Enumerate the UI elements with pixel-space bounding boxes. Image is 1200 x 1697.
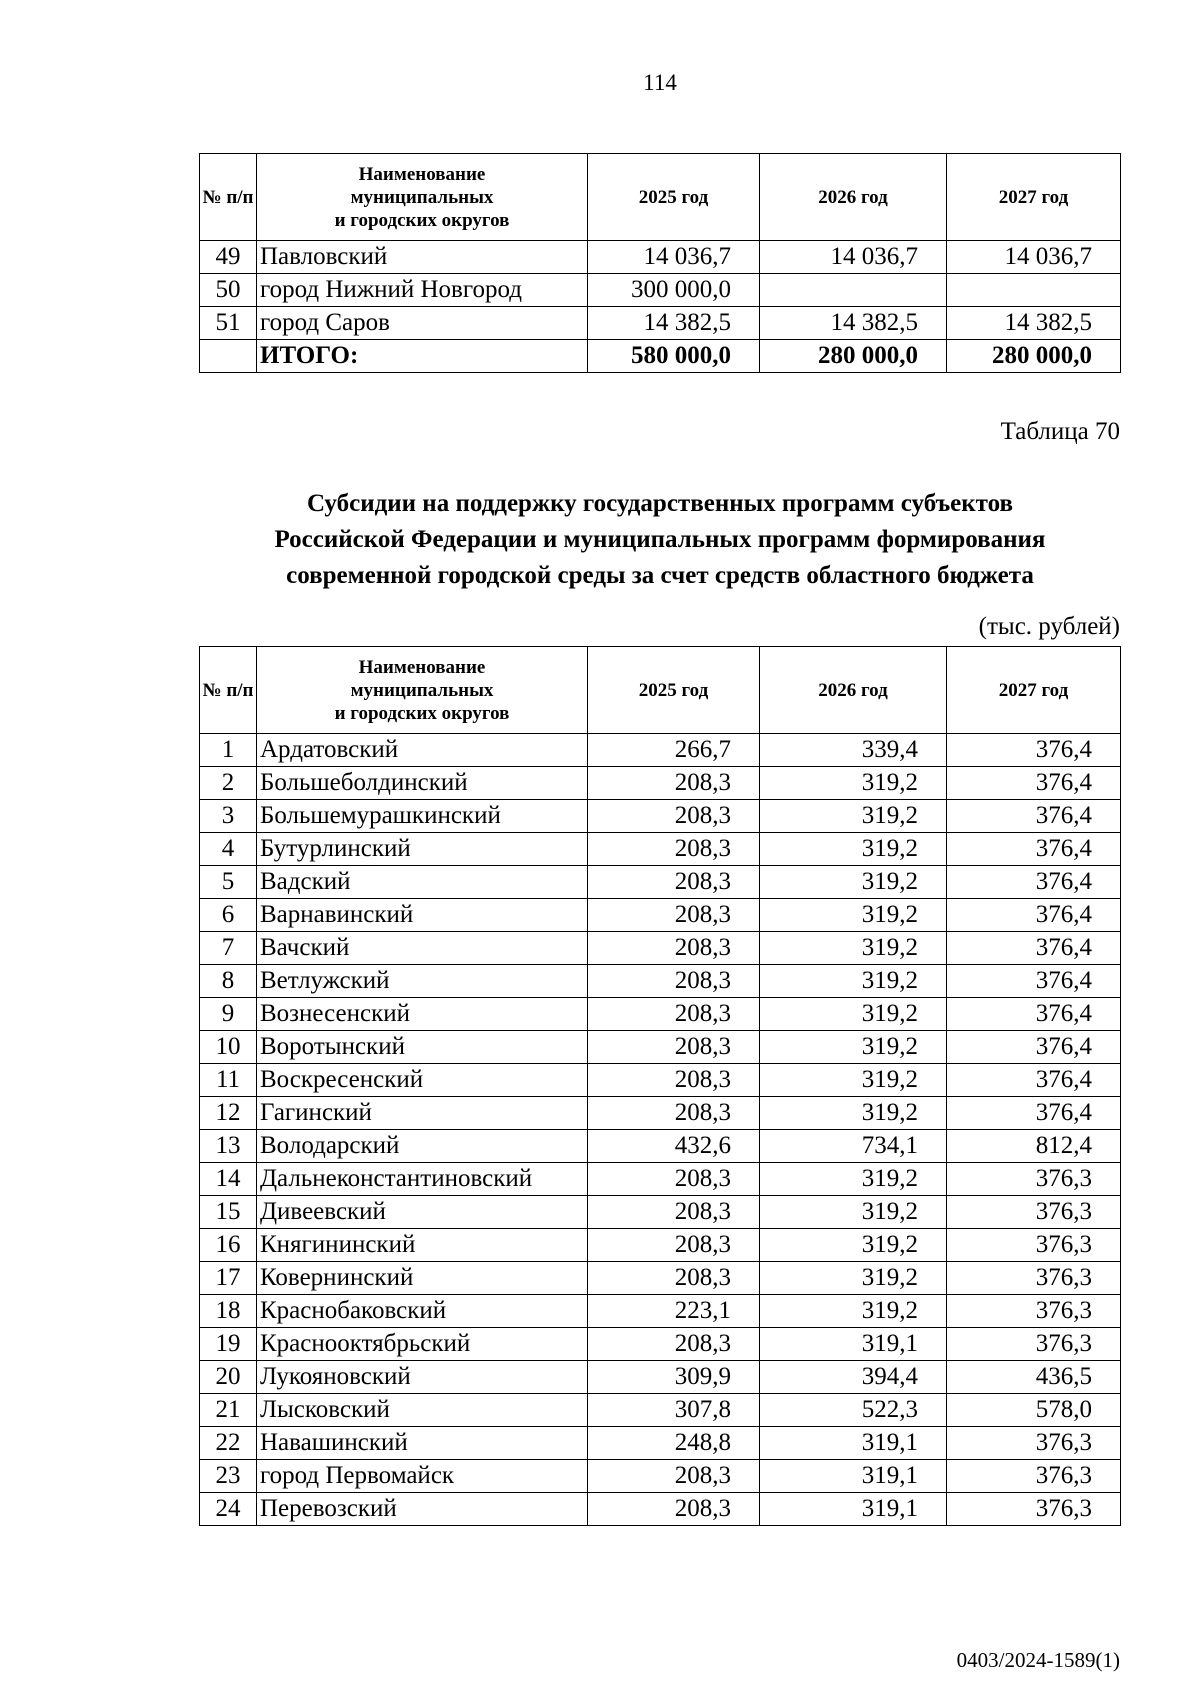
table-header-row xyxy=(200,647,1121,734)
row-value-2025: 432,6 xyxy=(588,1130,760,1163)
table-row xyxy=(200,274,1121,307)
row-name: Вадский xyxy=(257,866,588,899)
row-name: Ардатовский xyxy=(257,734,588,767)
table-row xyxy=(200,241,1121,274)
row-value-2025: 208,3 xyxy=(588,998,760,1031)
row-number: 20 xyxy=(200,1361,257,1394)
page-number: 114 xyxy=(643,70,677,95)
table-row xyxy=(200,1196,1121,1229)
row-value-2026: 319,2 xyxy=(760,767,947,800)
table-row xyxy=(200,866,1121,899)
row-value-2027: 376,3 xyxy=(947,1427,1121,1460)
row-value-2025: 208,3 xyxy=(588,866,760,899)
row-number: 7 xyxy=(200,932,257,965)
row-value-2027: 376,4 xyxy=(947,998,1121,1031)
row-value-2026: 522,3 xyxy=(760,1394,947,1427)
row-value-2025: 208,3 xyxy=(588,1460,760,1493)
table-row xyxy=(200,1262,1121,1295)
row-name: город Первомайск xyxy=(257,1460,588,1493)
row-number: 21 xyxy=(200,1394,257,1427)
header-no: № п/п xyxy=(200,154,257,241)
header-2027: 2027 год xyxy=(947,154,1121,241)
row-name: Княгининский xyxy=(257,1229,588,1262)
row-value-2026: 319,2 xyxy=(760,965,947,998)
row-value-2027: 376,3 xyxy=(947,1163,1121,1196)
row-name: Лысковский xyxy=(257,1394,588,1427)
header-name xyxy=(257,647,588,734)
row-name: Дальнеконстантиновский xyxy=(257,1163,588,1196)
row-number: 24 xyxy=(200,1493,257,1526)
row-value-2026: 394,4 xyxy=(760,1361,947,1394)
header-name-line3: и городских округов xyxy=(334,209,510,231)
row-number: 18 xyxy=(200,1295,257,1328)
row-name: Дивеевский xyxy=(257,1196,588,1229)
table-70 xyxy=(199,646,1121,1526)
row-value-2027: 376,4 xyxy=(947,734,1121,767)
row-value-2027: 376,4 xyxy=(947,833,1121,866)
header-name-line1: Наименование xyxy=(358,656,486,678)
table-row xyxy=(200,998,1121,1031)
row-number: 22 xyxy=(200,1427,257,1460)
row-value-2027 xyxy=(947,274,1121,307)
row-value-2025: 208,3 xyxy=(588,1097,760,1130)
table-title-line1: Субсидии на поддержку государственных программ субъектов xyxy=(307,490,1013,517)
row-number: 11 xyxy=(200,1064,257,1097)
row-value-2026: 14 036,7 xyxy=(760,241,947,274)
table-row xyxy=(200,1394,1121,1427)
header-2027: 2027 год xyxy=(947,647,1121,734)
units-label: (тыс. рублей) xyxy=(978,613,1120,640)
row-value-2027: 376,4 xyxy=(947,767,1121,800)
table-row xyxy=(200,1163,1121,1196)
row-value-2027: 376,4 xyxy=(947,866,1121,899)
row-name: Лукояновский xyxy=(257,1361,588,1394)
row-number: 1 xyxy=(200,734,257,767)
row-number: 3 xyxy=(200,800,257,833)
row-value-2025: 208,3 xyxy=(588,1064,760,1097)
row-value-2026: 319,2 xyxy=(760,1064,947,1097)
table-row xyxy=(200,1427,1121,1460)
row-value-2025: 208,3 xyxy=(588,1229,760,1262)
table-header-row xyxy=(200,154,1121,241)
row-value-2026: 319,2 xyxy=(760,998,947,1031)
row-value-2027: 376,3 xyxy=(947,1493,1121,1526)
table-row xyxy=(200,965,1121,998)
table-row xyxy=(200,1229,1121,1262)
row-name: Краснобаковский xyxy=(257,1295,588,1328)
document-code: 0403/2024-1589(1) xyxy=(956,1648,1120,1672)
row-name: Навашинский xyxy=(257,1427,588,1460)
row-value-2025: 208,3 xyxy=(588,1031,760,1064)
row-number: 13 xyxy=(200,1130,257,1163)
table-row xyxy=(200,1031,1121,1064)
table-row xyxy=(200,833,1121,866)
row-value-2026: 319,2 xyxy=(760,1262,947,1295)
row-value-2026: 14 382,5 xyxy=(760,307,947,340)
table-row xyxy=(200,767,1121,800)
row-value-2027: 376,3 xyxy=(947,1295,1121,1328)
row-value-2027: 578,0 xyxy=(947,1394,1121,1427)
row-number: 50 xyxy=(200,274,257,307)
row-value-2026: 339,4 xyxy=(760,734,947,767)
row-value-2026: 319,1 xyxy=(760,1460,947,1493)
row-value-2027: 376,3 xyxy=(947,1328,1121,1361)
table-row xyxy=(200,899,1121,932)
row-name: Павловский xyxy=(257,241,588,274)
total-value-2026: 280 000,0 xyxy=(760,340,947,373)
row-name: Варнавинский xyxy=(257,899,588,932)
row-number: 14 xyxy=(200,1163,257,1196)
row-value-2027: 376,3 xyxy=(947,1262,1121,1295)
row-value-2026: 319,2 xyxy=(760,866,947,899)
row-value-2027: 376,4 xyxy=(947,1097,1121,1130)
row-number: 19 xyxy=(200,1328,257,1361)
table-title-line2: Российской Федерации и муниципальных программ формирования xyxy=(274,526,1046,553)
row-value-2026: 319,2 xyxy=(760,1196,947,1229)
row-value-2025: 208,3 xyxy=(588,1196,760,1229)
row-value-2027: 376,3 xyxy=(947,1460,1121,1493)
row-value-2025: 223,1 xyxy=(588,1295,760,1328)
table-row xyxy=(200,1460,1121,1493)
table-row xyxy=(200,800,1121,833)
row-number: 9 xyxy=(200,998,257,1031)
row-value-2026: 319,2 xyxy=(760,1229,947,1262)
row-value-2027: 376,4 xyxy=(947,932,1121,965)
row-value-2026: 319,2 xyxy=(760,899,947,932)
row-number: 51 xyxy=(200,307,257,340)
row-name: Гагинский xyxy=(257,1097,588,1130)
header-name-line3: и городских округов xyxy=(334,702,510,724)
table-title-line3: современной городской среды за счет средств областного бюджета xyxy=(286,562,1034,589)
row-value-2025: 309,9 xyxy=(588,1361,760,1394)
row-name: Ветлужский xyxy=(257,965,588,998)
row-value-2025: 266,7 xyxy=(588,734,760,767)
row-value-2026: 319,2 xyxy=(760,833,947,866)
row-name: Володарский xyxy=(257,1130,588,1163)
header-no: № п/п xyxy=(200,647,257,734)
row-number: 12 xyxy=(200,1097,257,1130)
table-title xyxy=(160,486,1160,594)
row-value-2025: 208,3 xyxy=(588,1493,760,1526)
header-name-line2: муниципальных xyxy=(350,186,494,208)
row-value-2027: 376,3 xyxy=(947,1196,1121,1229)
total-label: ИТОГО: xyxy=(257,340,588,373)
row-value-2025: 208,3 xyxy=(588,899,760,932)
table-row xyxy=(200,307,1121,340)
row-number: 17 xyxy=(200,1262,257,1295)
row-name: Бутурлинский xyxy=(257,833,588,866)
row-value-2025: 208,3 xyxy=(588,800,760,833)
row-value-2025: 208,3 xyxy=(588,833,760,866)
row-value-2025: 14 382,5 xyxy=(588,307,760,340)
row-value-2027: 812,4 xyxy=(947,1130,1121,1163)
total-value-2027: 280 000,0 xyxy=(947,340,1121,373)
row-value-2026: 734,1 xyxy=(760,1130,947,1163)
header-2026: 2026 год xyxy=(760,154,947,241)
row-value-2027: 376,4 xyxy=(947,800,1121,833)
row-value-2025: 300 000,0 xyxy=(588,274,760,307)
table-row xyxy=(200,932,1121,965)
row-value-2027: 14 036,7 xyxy=(947,241,1121,274)
table-label: Таблица 70 xyxy=(1000,418,1120,445)
row-name: город Саров xyxy=(257,307,588,340)
row-name: Большемурашкинский xyxy=(257,800,588,833)
row-name: Краснооктябрьский xyxy=(257,1328,588,1361)
row-value-2027: 376,3 xyxy=(947,1229,1121,1262)
row-value-2026: 319,2 xyxy=(760,1097,947,1130)
row-name: Воскресенский xyxy=(257,1064,588,1097)
row-value-2027: 376,4 xyxy=(947,1031,1121,1064)
header-name-line2: муниципальных xyxy=(350,679,494,701)
table-row xyxy=(200,1295,1121,1328)
header-name-line1: Наименование xyxy=(358,163,486,185)
row-number: 6 xyxy=(200,899,257,932)
header-2025: 2025 год xyxy=(588,154,760,241)
table-row xyxy=(200,1130,1121,1163)
row-value-2026: 319,2 xyxy=(760,1163,947,1196)
row-name: Ковернинский xyxy=(257,1262,588,1295)
row-value-2026: 319,2 xyxy=(760,1295,947,1328)
row-name: Большеболдинский xyxy=(257,767,588,800)
row-value-2025: 208,3 xyxy=(588,1262,760,1295)
total-row xyxy=(200,340,1121,373)
total-empty xyxy=(200,340,257,373)
row-value-2025: 307,8 xyxy=(588,1394,760,1427)
table-row xyxy=(200,1097,1121,1130)
table-row xyxy=(200,1493,1121,1526)
row-value-2025: 14 036,7 xyxy=(588,241,760,274)
row-name: Перевозский xyxy=(257,1493,588,1526)
row-value-2026 xyxy=(760,274,947,307)
table-row xyxy=(200,1064,1121,1097)
row-name: Вачский xyxy=(257,932,588,965)
header-2025: 2025 год xyxy=(588,647,760,734)
row-number: 49 xyxy=(200,241,257,274)
row-value-2025: 208,3 xyxy=(588,1328,760,1361)
table-row xyxy=(200,734,1121,767)
row-value-2027: 376,4 xyxy=(947,1064,1121,1097)
row-value-2025: 208,3 xyxy=(588,767,760,800)
row-value-2026: 319,2 xyxy=(760,800,947,833)
row-value-2025: 208,3 xyxy=(588,965,760,998)
total-value-2025: 580 000,0 xyxy=(588,340,760,373)
row-value-2026: 319,2 xyxy=(760,932,947,965)
row-value-2026: 319,1 xyxy=(760,1493,947,1526)
row-name: Воротынский xyxy=(257,1031,588,1064)
row-number: 4 xyxy=(200,833,257,866)
table-row xyxy=(200,1328,1121,1361)
row-number: 15 xyxy=(200,1196,257,1229)
row-value-2026: 319,1 xyxy=(760,1328,947,1361)
row-number: 10 xyxy=(200,1031,257,1064)
row-number: 2 xyxy=(200,767,257,800)
row-number: 5 xyxy=(200,866,257,899)
header-name xyxy=(257,154,588,241)
row-value-2027: 376,4 xyxy=(947,899,1121,932)
row-number: 16 xyxy=(200,1229,257,1262)
row-number: 23 xyxy=(200,1460,257,1493)
header-2026: 2026 год xyxy=(760,647,947,734)
row-number: 8 xyxy=(200,965,257,998)
row-name: Вознесенский xyxy=(257,998,588,1031)
row-value-2025: 208,3 xyxy=(588,932,760,965)
row-value-2027: 376,4 xyxy=(947,965,1121,998)
row-name: город Нижний Новгород xyxy=(257,274,588,307)
row-value-2026: 319,1 xyxy=(760,1427,947,1460)
row-value-2027: 436,5 xyxy=(947,1361,1121,1394)
row-value-2026: 319,2 xyxy=(760,1031,947,1064)
row-value-2025: 208,3 xyxy=(588,1163,760,1196)
row-value-2027: 14 382,5 xyxy=(947,307,1121,340)
row-value-2025: 248,8 xyxy=(588,1427,760,1460)
table-continued xyxy=(199,153,1121,373)
table-row xyxy=(200,1361,1121,1394)
